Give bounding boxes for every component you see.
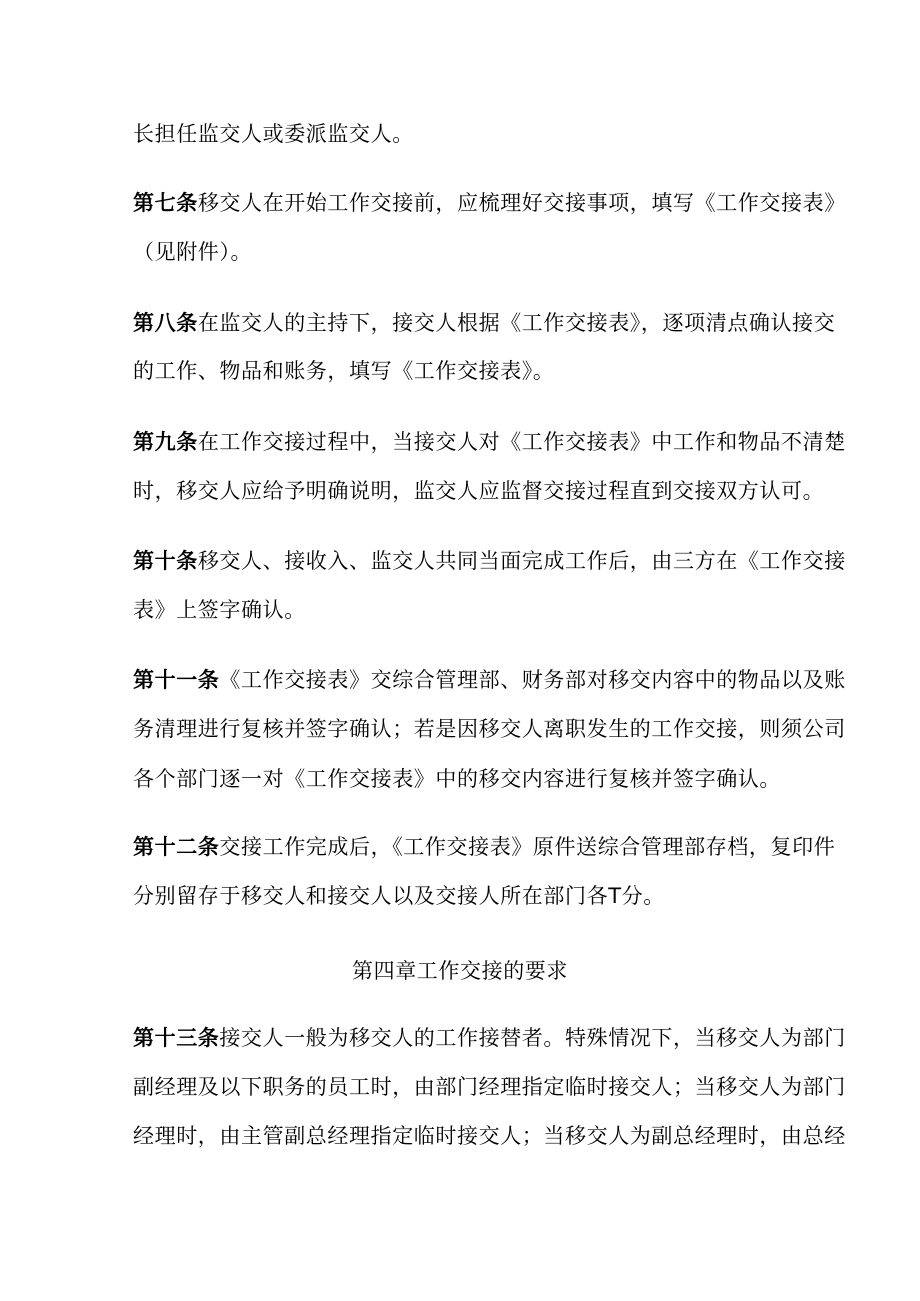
article-number: 第十条 [133, 549, 198, 573]
article-number: 第八条 [133, 311, 198, 335]
article-number: 第九条 [133, 430, 198, 454]
text-line [133, 596, 306, 624]
text-line [133, 238, 252, 266]
article-7 [133, 189, 846, 217]
line-text: 长担任监交人或委派监交人。 [133, 122, 414, 146]
text-line [133, 1073, 846, 1101]
text-line [133, 1122, 846, 1150]
line-text: 务清理进行复核并签字确认；若是因移交人离职发生的工作交接，则须公司 [133, 717, 846, 741]
line-text: 移交人在开始工作交接前，应梳理好交接事项，填写《工作交接表》 [197, 191, 846, 215]
article-10 [133, 547, 846, 575]
article-number: 第七条 [133, 191, 198, 215]
line-text: 在工作交接过程中，当接交人对《工作交接表》中工作和物品不清楚 [197, 430, 846, 454]
chapter-heading: 第四章工作交接的要求 [352, 959, 568, 983]
text-line [133, 120, 414, 148]
line-text: 的工作、物品和账务，填写《工作交接表》。 [133, 359, 555, 383]
article-number: 第十二条 [133, 835, 220, 859]
text-line [133, 477, 824, 505]
line-text: 在监交人的主持下，接交人根据《工作交接表》，逐项清点确认接交 [197, 311, 836, 335]
text-line [133, 715, 846, 743]
article-9 [133, 428, 846, 456]
text-line [133, 882, 665, 910]
article-12 [133, 833, 835, 861]
article-13 [133, 1024, 846, 1052]
line-text: 《工作交接表》交综合管理部、财务部对移交内容中的物品以及账 [219, 668, 846, 692]
article-8 [133, 309, 835, 337]
line-text: 分别留存于移交人和接交人以及交接人所在部门各T分。 [133, 884, 665, 908]
line-text: （见附件）。 [133, 240, 253, 264]
line-text: 副经理及以下职务的员工时，由部门经理指定临时接交人；当移交人为部门 [133, 1075, 846, 1099]
line-text: 接交人一般为移交人的工作接替者。特殊情况下，当移交人为部门 [219, 1026, 846, 1050]
text-line [133, 357, 555, 385]
line-text: 时，移交人应给予明确说明，监交人应监督交接过程直到交接双方认可。 [133, 479, 825, 503]
line-text: 经理时，由主管副总经理指定临时接交人；当移交人为副总经理时，由总经 [133, 1124, 846, 1148]
article-number: 第十一条 [133, 668, 220, 692]
line-text: 移交人、接收入、监交人共同当面完成工作后，由三方在《工作交接 [197, 549, 846, 573]
article-number: 第十三条 [133, 1026, 220, 1050]
article-11 [133, 666, 846, 694]
line-text: 各个部门逐一对《工作交接表》中的移交内容进行复核并签字确认。 [133, 767, 781, 791]
line-text: 表》上签字确认。 [133, 598, 306, 622]
text-line [133, 765, 781, 793]
line-text: 交接工作完成后，《工作交接表》原件送综合管理部存档，复印件 [219, 835, 836, 859]
